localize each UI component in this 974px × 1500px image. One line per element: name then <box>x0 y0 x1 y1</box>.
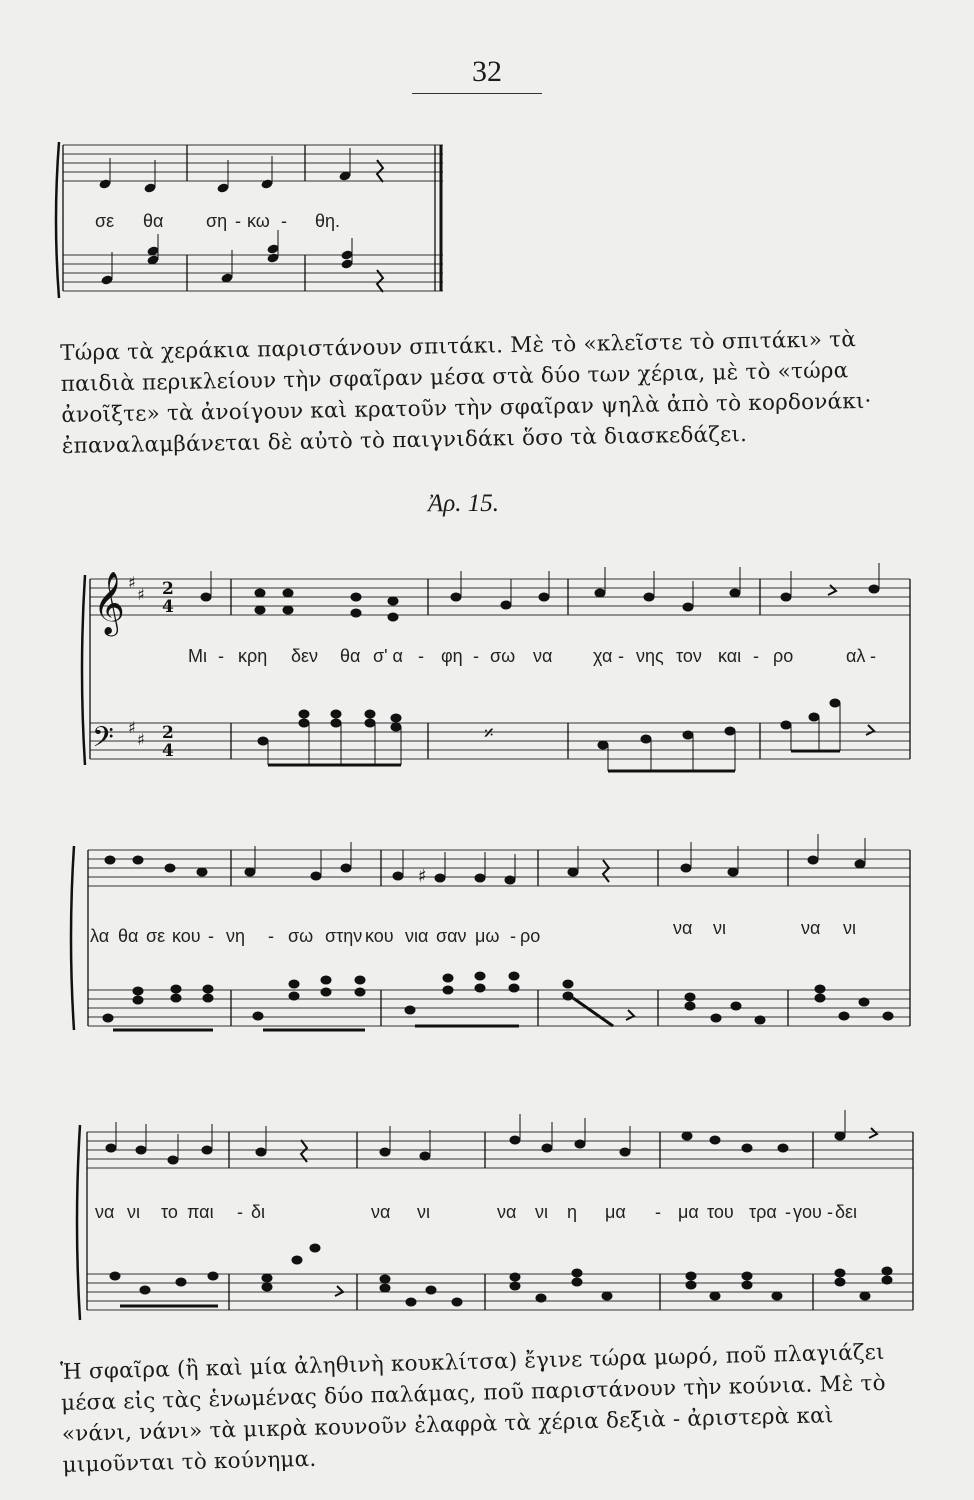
lyric: νι <box>843 918 856 938</box>
sharp-icon: ♯ <box>128 718 136 737</box>
lyric: δεν <box>291 646 319 666</box>
svg-text:𝄎: 𝄎 <box>484 721 494 745</box>
sharp-icon: ♯ <box>128 573 136 592</box>
lyric: - <box>827 1202 833 1222</box>
music-system-3 <box>68 830 918 1045</box>
lyric: σω <box>490 646 516 666</box>
time-signature-bottom: 4 <box>162 597 174 617</box>
lyric: - <box>281 211 287 231</box>
lyric: νι <box>535 1202 548 1222</box>
lyric: νη <box>226 926 246 946</box>
lyric: μω <box>475 926 500 946</box>
lyric: στην <box>325 926 363 946</box>
treble-clef-icon: 𝄞 <box>93 571 125 634</box>
lyric: να <box>533 646 553 666</box>
sharp-icon: ♯ <box>137 730 145 749</box>
page-number-rule <box>412 93 542 94</box>
lyric: σε <box>95 211 115 231</box>
lyric: φη <box>441 646 463 666</box>
lyric: - <box>753 646 759 666</box>
lyric: σε <box>146 926 166 946</box>
lyric: - <box>268 926 274 946</box>
lyric: θα <box>340 646 361 666</box>
lyric: νης <box>636 646 664 666</box>
lyric: νι <box>127 1202 140 1222</box>
sharp-icon: ♯ <box>137 585 145 604</box>
lyric: κου <box>172 926 201 946</box>
lyric: παι <box>187 1202 214 1222</box>
lyric: λα <box>90 926 110 946</box>
lyric: - <box>237 1202 243 1222</box>
song-title: Ἀρ. 15. <box>428 490 500 517</box>
lyric: να <box>673 918 693 938</box>
music-system-1 <box>55 130 455 310</box>
lyric: σ' α <box>373 646 403 666</box>
music-system-4 <box>75 1110 920 1335</box>
lyric: να <box>371 1202 391 1222</box>
lyric: να <box>801 918 821 938</box>
lyric: θα <box>118 926 139 946</box>
lyric: - <box>655 1202 661 1222</box>
time-signature-top: 2 <box>162 579 174 599</box>
lyric: μα <box>678 1202 699 1222</box>
lyric: - <box>208 926 214 946</box>
lyric: του <box>707 1202 734 1222</box>
lyric: νι <box>713 918 726 938</box>
lyric: νια <box>405 926 429 946</box>
time-signature-top: 2 <box>162 723 174 743</box>
page-number: 32 <box>472 55 502 88</box>
lyric: - <box>785 1202 791 1222</box>
lyric: μα <box>605 1202 626 1222</box>
lyric: - <box>235 211 241 231</box>
lyric: ρο <box>520 926 541 946</box>
lyric: - <box>418 646 424 666</box>
lyric: Μι <box>188 646 207 666</box>
lyric: η <box>567 1202 578 1222</box>
music-system-2 <box>78 555 918 770</box>
lyric: θα <box>143 211 164 231</box>
paragraph-1: Τώρα τὰ χεράκια παριστάνουν σπιτάκι. Μὲ τὸ «κλεῖστε τὸ σπιτάκι» τὰ παιδιὰ περικλείουν τὴν σφαῖραν μέσα στὰ δύο των χέρια, μὲ τὸ «τώρα ἀνοῖξτε» τὰ ἀνοίγουν καὶ κρατοῦν τὴν σφαῖραν ψηλὰ ἀπὸ τὸ κορδονάκι· ἐπαναλαμβάνεται δὲ αὐτὸ τὸ παιγνιδάκι ὅσο τὰ διασκεδάζει. <box>60 327 872 459</box>
lyric: θη. <box>315 211 341 231</box>
lyric: κρη <box>238 646 268 666</box>
time-signature-bottom: 4 <box>162 741 174 761</box>
lyric: - <box>510 926 516 946</box>
lyric: και <box>718 646 742 666</box>
lyric: να <box>95 1202 115 1222</box>
lyric: ρο <box>773 646 794 666</box>
lyric: ση <box>206 211 228 231</box>
lyric: χα <box>593 646 613 666</box>
lyric: κω <box>247 211 270 231</box>
lyric: - <box>870 646 876 666</box>
lyric: - <box>473 646 479 666</box>
lyric: σαν <box>436 926 467 946</box>
lyric: νι <box>417 1202 430 1222</box>
lyric: κου <box>365 926 394 946</box>
lyric: δι <box>251 1202 266 1222</box>
lyric: γου <box>793 1202 822 1222</box>
paragraph-2: Ἡ σφαῖρα (ἢ καὶ μία ἀληθινὴ κουκλίτσα) ἔγινε τώρα μωρό, ποῦ πλαγιάζει μέσα εἰς τὰς ἑνωμένας δύο παλάμας, ποῦ παριστάνουν τὴν κούνια. Μὲ τὸ «νάνι, νάνι» τὰ μικρὰ κουνοῦν ἐλαφρὰ τὰ χέρια δεξιὰ - ἀριστερὰ καὶ μιμοῦνται τὸ κούνημα. <box>60 1339 886 1478</box>
bass-clef-icon: 𝄢 <box>92 721 114 761</box>
lyric: σω <box>288 926 314 946</box>
lyric: τον <box>676 646 702 666</box>
lyric: να <box>497 1202 517 1222</box>
lyric: το <box>161 1202 178 1222</box>
lyric: αλ <box>846 646 866 666</box>
lyric: - <box>618 646 624 666</box>
lyric: τρα <box>749 1202 777 1222</box>
lyric: δει <box>835 1202 858 1222</box>
lyric: - <box>218 646 224 666</box>
svg-text:♯: ♯ <box>418 866 427 887</box>
